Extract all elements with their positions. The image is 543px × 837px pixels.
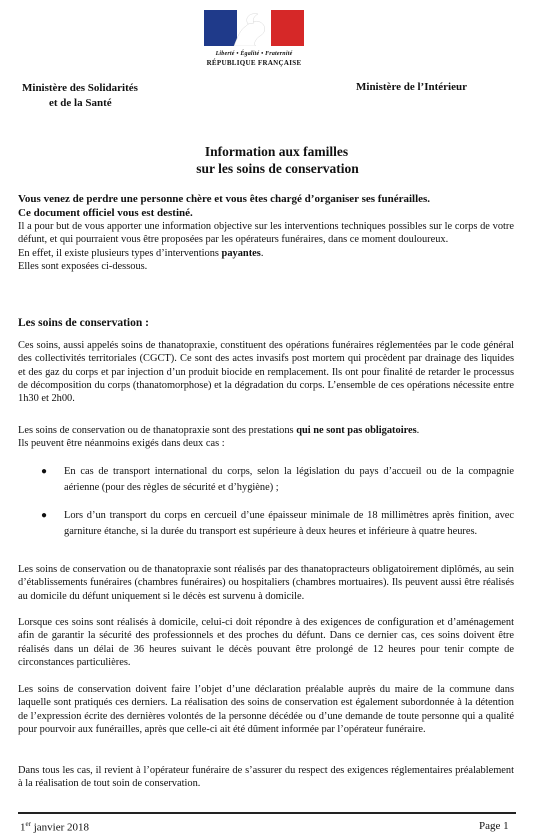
section-paragraph-1: Ces soins, aussi appelés soins de thanatopraxie, constituent des opérations funéraires réglementées par le code général des collectivités territoriales (CGCT). Ce sont des actes invasifs post mortem qui procèdent par drainage des liquides et des gaz du corps et par injection d’un produit biocide en remplacement. Ils ont pour finalité de retarder le processus de décomposition du corps (thanatomorphose) et la dégradation du corps. L’ensemble de ces opérations nécessite entre 1h30 et 2h00. bbox=[18, 340, 514, 405]
section-paragraph-4: Les soins de conservation ou de thanatopraxie sont réalisés par des thanatopracteurs obligatoirement diplômés, au sein d’établissements funéraires (chambres funéraires) ou hospitaliers (chambres mortuaires). Ils peuvent aussi être réalisés au domicile du défunt uniquement si le décès est survenu à domicile. bbox=[18, 564, 514, 602]
ministry-right: Ministère de l’Intérieur bbox=[356, 81, 467, 93]
republique-francaise-logo bbox=[196, 10, 312, 68]
bullet-icon: ● bbox=[41, 510, 48, 521]
not-mandatory-end: . bbox=[416, 425, 420, 436]
intro-payantes: payantes bbox=[221, 247, 261, 259]
title-line2: sur les soins de conservation bbox=[196, 161, 359, 176]
ministry-left-line2: et de la Santé bbox=[49, 97, 112, 109]
intro-types-end: . bbox=[260, 247, 264, 259]
ministry-left-line1: Ministère des Solidarités bbox=[22, 82, 138, 94]
bullet-text-2: Lors d’un transport du corps en cercueil d’une épaisseur minimale de 18 millimètres après finition, avec garniture étanche, si la durée du transport est supérieure à deux heures et inférieure à quatre heures. bbox=[64, 510, 514, 537]
intro-lead-2: Ce document officiel vous est destiné. bbox=[18, 206, 193, 219]
section-paragraph-5: Lorsque ces soins sont réalisés à domicile, celui-ci doit répondre à des exigences de configuration et d’aménagement afin de garantir la sécurité des professionnels et des proches du défunt. Dans ce dernier cas, ces soins doivent être réalisés dans un délai de 36 heures suivant le décès pouvant être prolongé de 12 heures pour tenir compte de circonstances particulières. bbox=[18, 617, 514, 668]
list-item bbox=[41, 508, 514, 539]
not-mandatory-bold: qui ne sont pas obligatoires bbox=[296, 425, 417, 436]
intro-paragraph: Il a pour but de vous apporter une information objective sur les interventions techniques possibles sur le corps de votre défunt, et qui pourraient vous être proposées par les opérateurs funéraires, dans ce moment douloureux. bbox=[18, 221, 514, 246]
footer-page-number: Page 1 bbox=[479, 820, 509, 832]
marianne-flag-icon bbox=[204, 10, 304, 46]
section-paragraph-2 bbox=[18, 424, 514, 451]
section-paragraph-6: Les soins de conservation doivent faire l’objet d’une déclaration préalable auprès du maire de la commune dans laquelle sont pratiqués ces derniers. La réalisation des soins de conservation est également subordonnée à la détention de l’expression écrite des dernières volontés de la personne décédée ou d’une demande de toute personne qui a qualité pour pourvoir aux funérailles, après que celle-ci ait été dûment informée par l’opérateur funéraire. bbox=[18, 684, 514, 735]
not-mandatory-sentence bbox=[18, 424, 514, 437]
republic-name: RÉPUBLIQUE FRANÇAISE bbox=[206, 59, 302, 67]
bullet-text-1: En cas de transport international du corps, selon la législation du pays d’accueil ou de la compagnie aérienne (pour des règles de sécurité et d’hygiène) ; bbox=[64, 466, 514, 493]
document-title bbox=[0, 143, 543, 177]
intro-types-sentence bbox=[18, 247, 514, 260]
section-heading: Les soins de conservation : bbox=[18, 317, 149, 329]
footer-date-rest: janvier 2018 bbox=[30, 821, 89, 834]
two-cases-sentence: Ils peuvent être néanmoins exigés dans deux cas : bbox=[18, 438, 225, 450]
footer-date-sup: er bbox=[25, 820, 31, 828]
not-mandatory-text: Les soins de conservation ou de thanatopraxie sont des prestations bbox=[18, 425, 297, 436]
intro-lead-1: Vous venez de perdre une personne chère et vous êtes chargé d’organiser ses funérailles. bbox=[18, 193, 431, 205]
footer-date bbox=[20, 820, 89, 834]
ministry-left bbox=[22, 81, 138, 111]
bullet-icon: ● bbox=[41, 466, 48, 477]
footer-divider bbox=[18, 812, 516, 814]
intro-exposed: Elles sont exposées ci-dessous. bbox=[18, 260, 148, 272]
intro-types-text: En effet, il existe plusieurs types d’interventions bbox=[18, 247, 222, 259]
section-paragraph-7: Dans tous les cas, il revient à l’opérateur funéraire de s’assurer du respect des exigences réglementaires préalablement à la réalisation de tout soin de conservation. bbox=[18, 765, 514, 790]
republic-motto: Liberté • Égalité • Fraternité bbox=[215, 51, 293, 57]
list-item bbox=[41, 464, 514, 495]
intro-block bbox=[18, 193, 514, 273]
footer-date-day: 1 bbox=[20, 821, 26, 834]
title-line1: Information aux familles bbox=[204, 144, 349, 159]
